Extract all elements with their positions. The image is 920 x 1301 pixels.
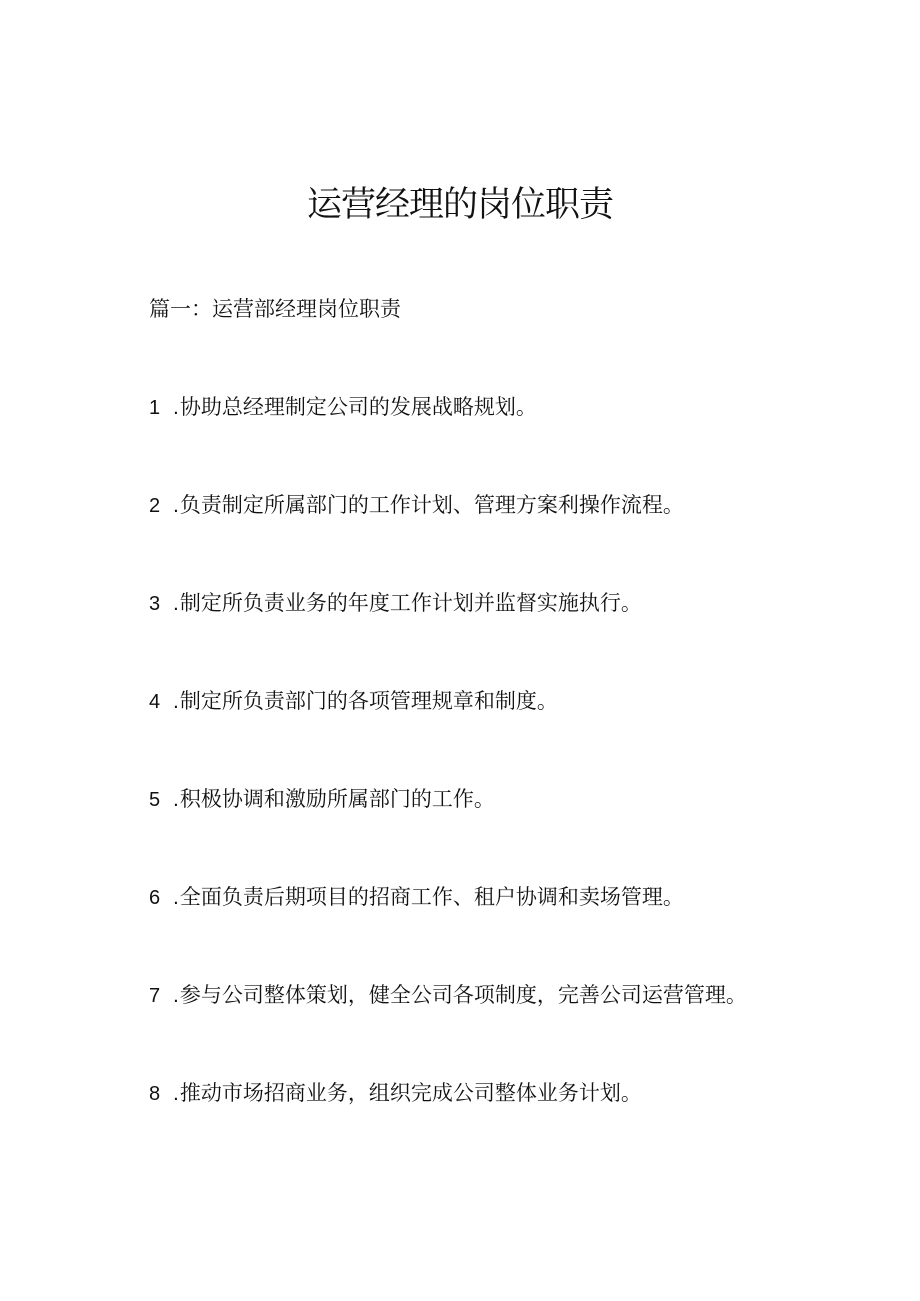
list-item: [149, 685, 558, 718]
list-item-text: 制定所负责业务的年度工作计划并监督实施执行。: [179, 591, 642, 615]
list-item-separator: .: [173, 690, 179, 713]
list-item: [149, 979, 747, 1012]
list-item-text: 参与公司整体策划，健全公司各项制度，完善公司运营管理。: [179, 983, 747, 1007]
list-item-number: 3: [149, 593, 161, 615]
list-item-separator: .: [173, 592, 179, 615]
list-item: [149, 783, 495, 816]
list-item-text: 推动市场招商业务，组织完成公司整体业务计划。: [179, 1081, 642, 1105]
section-heading: 篇一：运营部经理岗位职责: [149, 297, 401, 321]
page-title: 运营经理的岗位职责: [306, 185, 613, 225]
list-item-number: 1: [149, 397, 161, 419]
list-item-text: 制定所负责部门的各项管理规章和制度。: [179, 689, 558, 713]
list-item: [149, 881, 684, 914]
list-item-separator: .: [173, 1082, 179, 1105]
list-item: [149, 489, 684, 522]
list-item-number: 4: [149, 691, 161, 713]
list-item-number: 2: [149, 495, 161, 517]
list-item-text: 积极协调和激励所属部门的工作。: [179, 787, 495, 811]
list-item: [149, 1077, 642, 1110]
list-item-number: 5: [149, 789, 161, 811]
list-item-separator: .: [173, 494, 179, 517]
list-item-text: 协助总经理制定公司的发展战略规划。: [179, 395, 537, 419]
list-item-separator: .: [173, 886, 179, 909]
list-item-number: 8: [149, 1083, 161, 1105]
list-item-separator: .: [173, 984, 179, 1007]
list-item-number: 7: [149, 985, 161, 1007]
list-item-number: 6: [149, 887, 161, 909]
list-item-separator: .: [173, 788, 179, 811]
list-item-separator: .: [173, 396, 179, 419]
list-item-text: 负责制定所属部门的工作计划、管理方案利操作流程。: [179, 493, 684, 517]
list-item: [149, 587, 642, 620]
list-item-text: 全面负责后期项目的招商工作、租户协调和卖场管理。: [179, 885, 684, 909]
list-item: [149, 391, 537, 424]
